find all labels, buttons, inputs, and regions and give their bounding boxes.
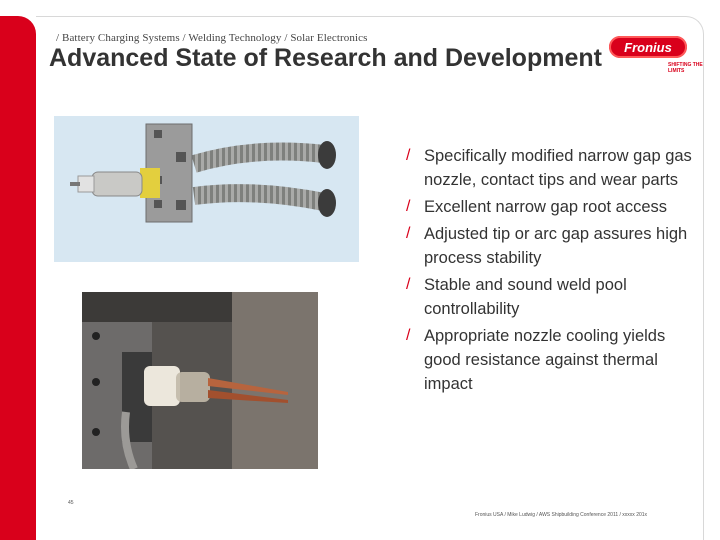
bullet-text: Adjusted tip or arc gap assures high process stability bbox=[424, 225, 688, 267]
company-logo bbox=[609, 36, 687, 58]
bullet-text: Stable and sound weld pool controllability bbox=[424, 276, 627, 318]
bullet-item bbox=[406, 144, 696, 192]
bullet-marker: / bbox=[406, 327, 411, 344]
bullet-text: Specifically modified narrow gap gas nozzle, contact tips and wear parts bbox=[424, 147, 692, 189]
torch-cad-illustration bbox=[54, 116, 359, 262]
breadcrumb: / Battery Charging Systems / Welding Technology / Solar Electronics bbox=[56, 32, 368, 44]
bullet-item bbox=[406, 222, 696, 270]
bullet-item bbox=[406, 324, 696, 396]
bullet-list bbox=[406, 144, 696, 399]
footer-text: Fronius USA / Mike Ludwig / AWS Shipbuilding Conference 2011 / xxxxx 201x bbox=[475, 512, 648, 518]
page-title: Advanced State of Research and Development bbox=[49, 44, 602, 72]
accent-sidebar bbox=[0, 16, 36, 540]
bullet-marker: / bbox=[406, 147, 411, 164]
logo-text: Fronius bbox=[624, 39, 672, 55]
bullet-text: Excellent narrow gap root access bbox=[424, 198, 668, 216]
torch-cad-image bbox=[54, 116, 359, 262]
bullet-marker: / bbox=[406, 276, 411, 293]
bullet-item bbox=[406, 273, 696, 321]
bullet-text: Appropriate nozzle cooling yields good resistance against thermal impact bbox=[424, 327, 666, 393]
logo-tagline: SHIFTING THE LIMITS bbox=[668, 62, 703, 74]
torch-photo bbox=[82, 292, 318, 469]
bullet-item bbox=[406, 195, 696, 219]
bullet-marker: / bbox=[406, 198, 411, 215]
bullet-marker: / bbox=[406, 225, 411, 242]
page-number: 45 bbox=[68, 500, 74, 506]
torch-photo-illustration bbox=[82, 292, 318, 469]
